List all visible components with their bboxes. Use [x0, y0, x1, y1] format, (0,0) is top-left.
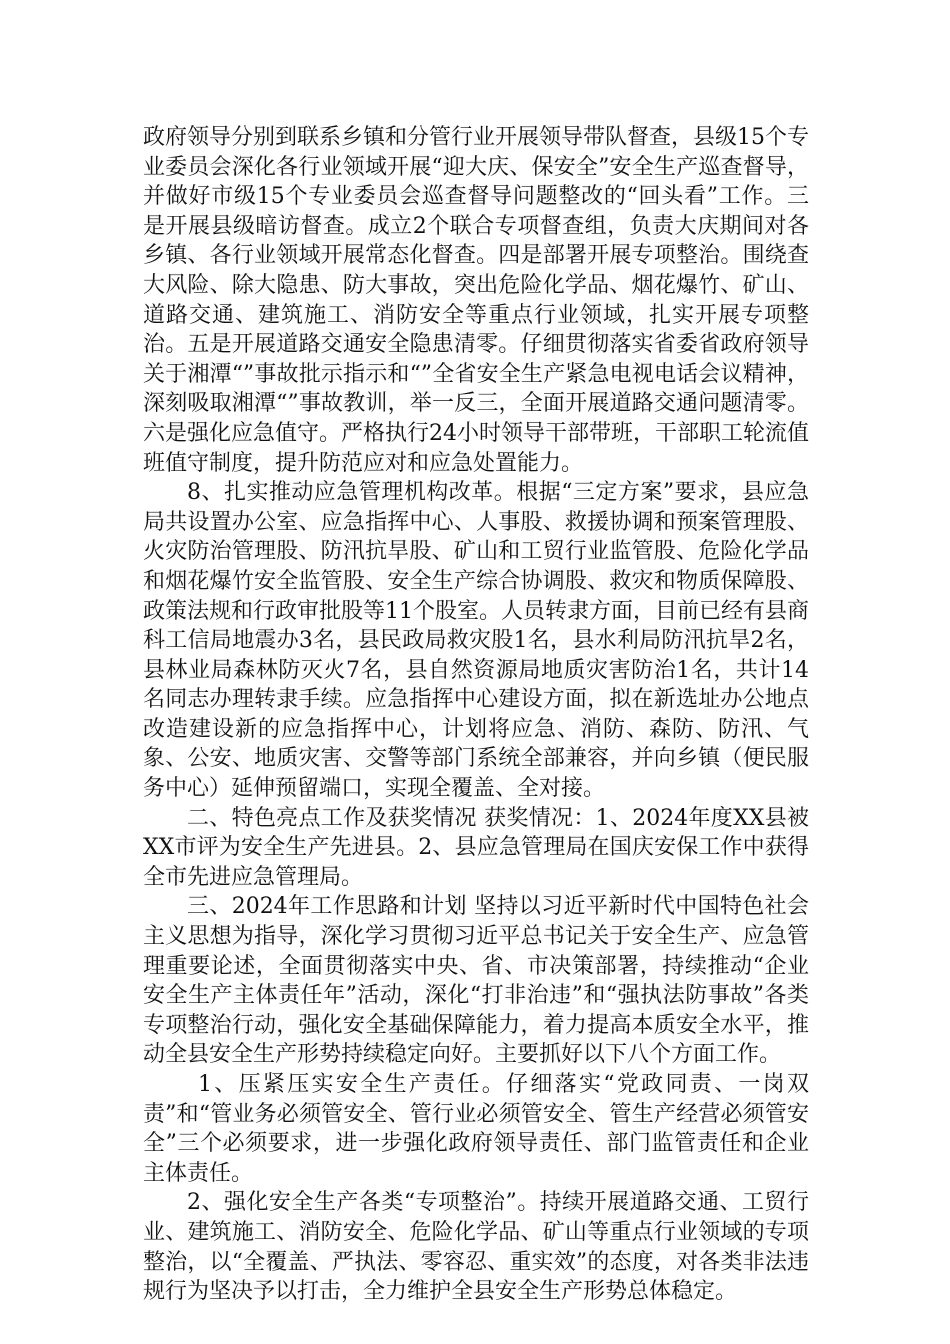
paragraph-section-3: 三、2024年工作思路和计划 坚持以习近平新时代中国特色社会主义思想为指导，深化学习贯彻习近平总书记关于安全生产、应急管理重要论述，全面贯彻落实中央、省、市决策部署，持续推动“企业安全生产主体责任年”活动，深化“打非治违”和“强执法防事故”各类专项整治行动，强化安全基础保障能力，着力提高本质安全水平，推动全县安全生产形势持续稳定向好。主要抓好以下八个方面工作。 [143, 894, 809, 1068]
paragraph-continuation: 政府领导分别到联系乡镇和分管行业开展领导带队督查，县级15个专业委员会深化各行业领域开展“迎大庆、保安全”安全生产巡查督导，并做好市级15个专业委员会巡查督导问题整改的“回头看”工作。三是开展县级暗访督查。成立2个联合专项督查组，负责大庆期间对各乡镇、各行业领域开展常态化督查。四是部署开展专项整治。围绕查大风险、除大隐患、防大事故，突出危险化学品、烟花爆竹、矿山、道路交通、建筑施工、消防安全等重点行业领域，扎实开展专项整治。五是开展道路交通安全隐患清零。仔细贯彻落实省委省政府领导关于湘潭“”事故批示指示和“”全省安全生产紧急电视电话会议精神，深刻吸取湘潭“”事故教训，举一反三，全面开展道路交通问题清零。六是强化应急值守。严格执行24小时领导干部带班，干部职工轮流值班值守制度，提升防范应对和应急处置能力。 [143, 125, 809, 476]
paragraph-section-2: 二、特色亮点工作及获奖情况 获奖情况：1、2024年度XX县被XX市评为安全生产先进县。2、县应急管理局在国庆安保工作中获得全市先进应急管理局。 [143, 805, 809, 890]
paragraph-item-8: 8、扎实推动应急管理机构改革。根据“三定方案”要求，县应急局共设置办公室、应急指挥中心、人事股、救援协调和预案管理股、火灾防治管理股、防汛抗旱股、矿山和工贸行业监管股、危险化学品和烟花爆竹安全监管股、安全生产综合协调股、救灾和物质保障股、政策法规和行政审批股等11个股室。人员转隶方面，目前已经有县商科工信局地震办3名，县民政局救灾股1名，县水利局防汛抗旱2名，县林业局森林防灭火7名，县自然资源局地质灾害防治1名，共计14名同志办理转隶手续。应急指挥中心建设方面，拟在新选址办公地点改造建设新的应急指挥中心，计划将应急、消防、森防、防汛、气象、公安、地质灾害、交警等部门系统全部兼容，并向乡镇（便民服务中心）延伸预留端口，实现全覆盖、全对接。 [143, 480, 809, 802]
paragraph-plan-item-2: 2、强化安全生产各类“专项整治”。持续开展道路交通、工贸行业、建筑施工、消防安全、危险化学品、矿山等重点行业领域的专项整治，以“全覆盖、严执法、零容忍、重实效”的态度，对各类非法违规行为坚决予以打击，全力维护全县安全生产形势总体稳定。 [143, 1190, 809, 1305]
paragraph-plan-item-1: 1、压紧压实安全生产责任。仔细落实“党政同责、一岗双责”和“管业务必须管安全、管行业必须管安全、管生产经营必须管安全”三个必须要求，进一步强化政府领导责任、部门监管责任和企业主体责任。 [143, 1072, 809, 1186]
document-body [143, 123, 809, 1307]
